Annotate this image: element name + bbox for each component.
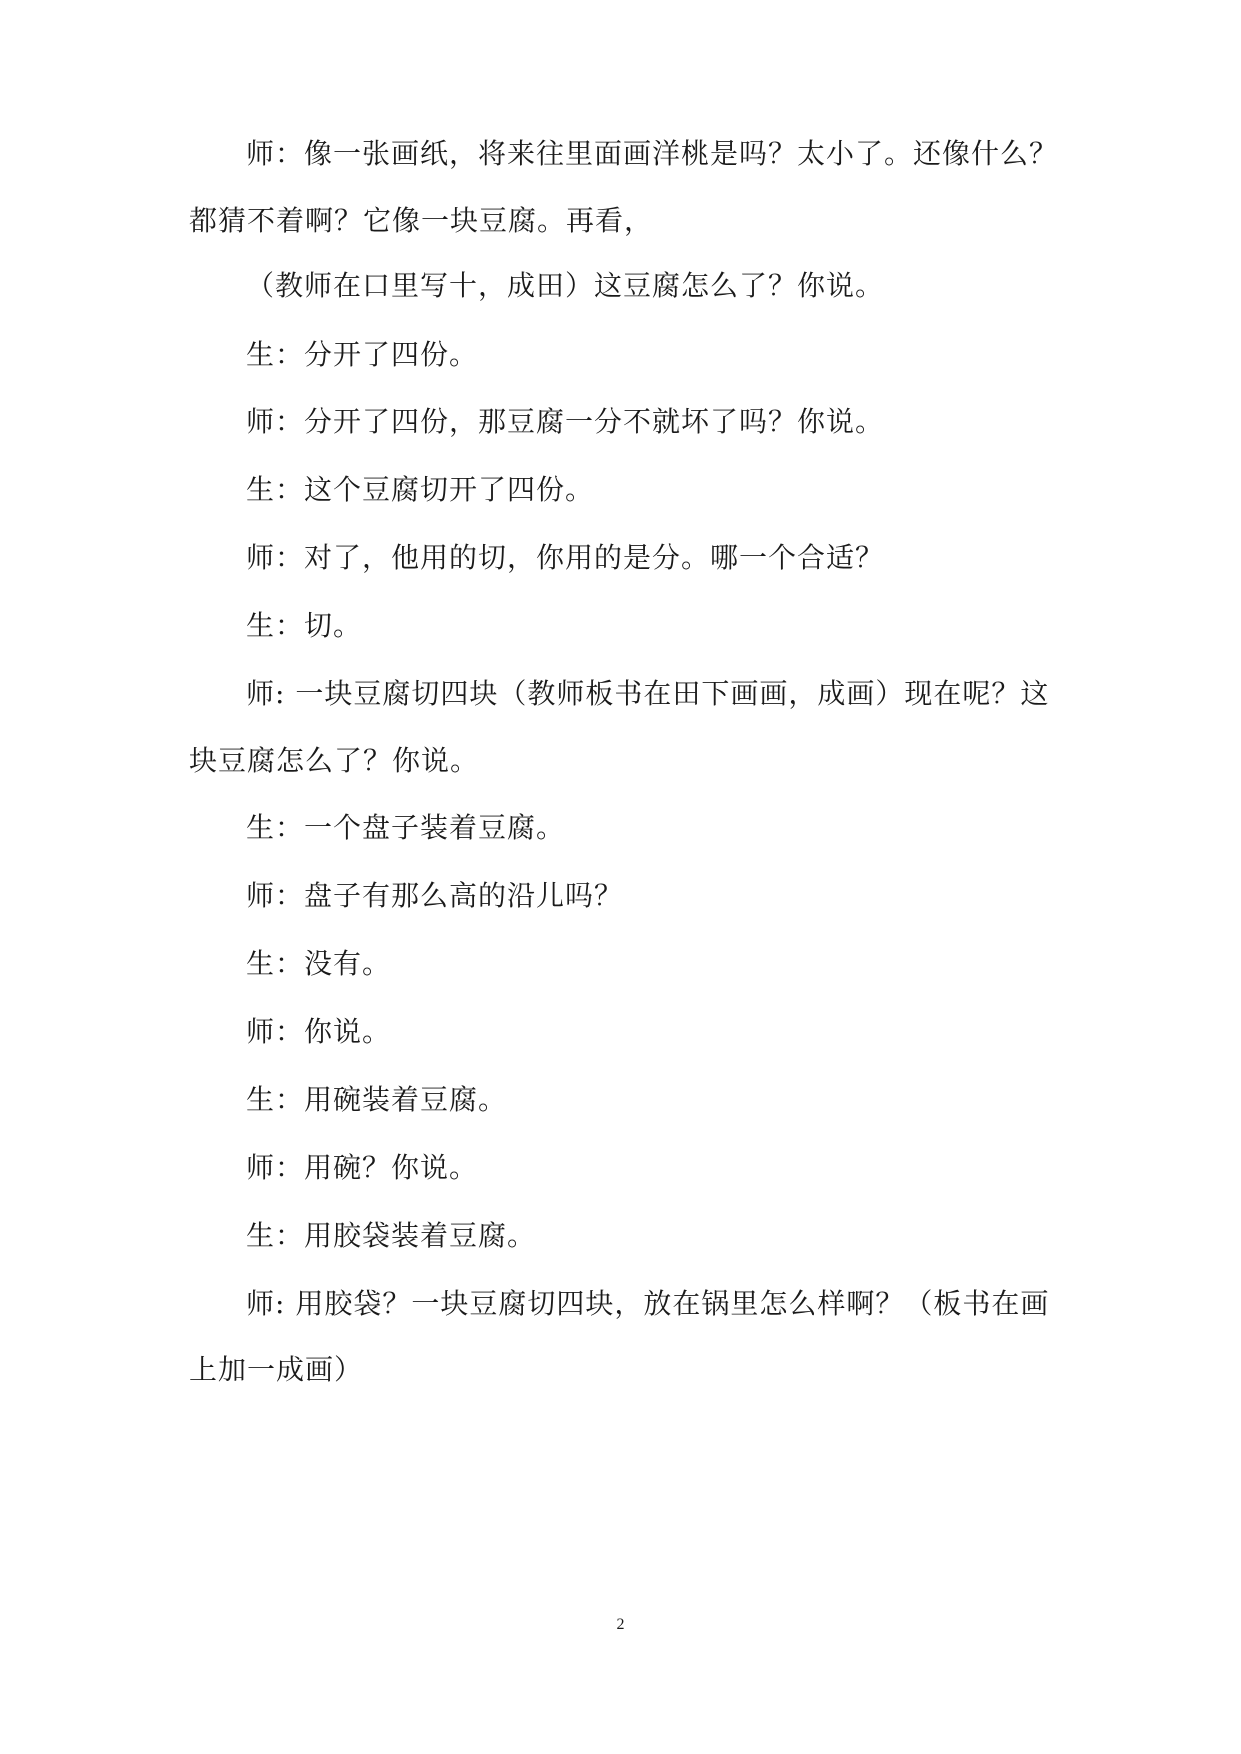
text-line: 生：这个豆腐切开了四份。 (246, 473, 595, 506)
text-line: 师：用碗？你说。 (246, 1151, 479, 1184)
text-line: 都猜不着啊？它像一块豆腐。再看， (189, 204, 654, 237)
page-number: 2 (616, 1616, 625, 1633)
text-line: 生：切。 (246, 609, 363, 642)
text-line: 生：用碗装着豆腐。 (246, 1083, 508, 1116)
text-line: 生：没有。 (246, 947, 392, 980)
text-line: 师: 一块豆腐切四块（教师板书在田下画画，成画）现在呢？这 (246, 677, 1050, 710)
text-line: 师：对了，他用的切，你用的是分。哪一个合适？ (246, 541, 885, 574)
text-line: 师：盘子有那么高的沿儿吗？ (246, 879, 624, 912)
text-line: 师：你说。 (246, 1015, 392, 1048)
text-line: 师：像一张画纸，将来往里面画洋桃是吗？太小了。还像什么？ (246, 137, 1059, 170)
text-line: （教师在口里写十，成田）这豆腐怎么了？你说。 (246, 269, 885, 302)
text-line: 生：分开了四份。 (246, 338, 479, 371)
text-line: 师: 用胶袋？一块豆腐切四块，放在锅里怎么样啊？（板书在画 (246, 1287, 1050, 1320)
text-line: 上加一成画） (189, 1353, 364, 1386)
text-line: 生：一个盘子装着豆腐。 (246, 811, 566, 844)
text-line: 师：分开了四份，那豆腐一分不就坏了吗？你说。 (246, 405, 885, 438)
text-line: 块豆腐怎么了？你说。 (189, 744, 480, 777)
text-line: 生：用胶袋装着豆腐。 (246, 1219, 537, 1252)
